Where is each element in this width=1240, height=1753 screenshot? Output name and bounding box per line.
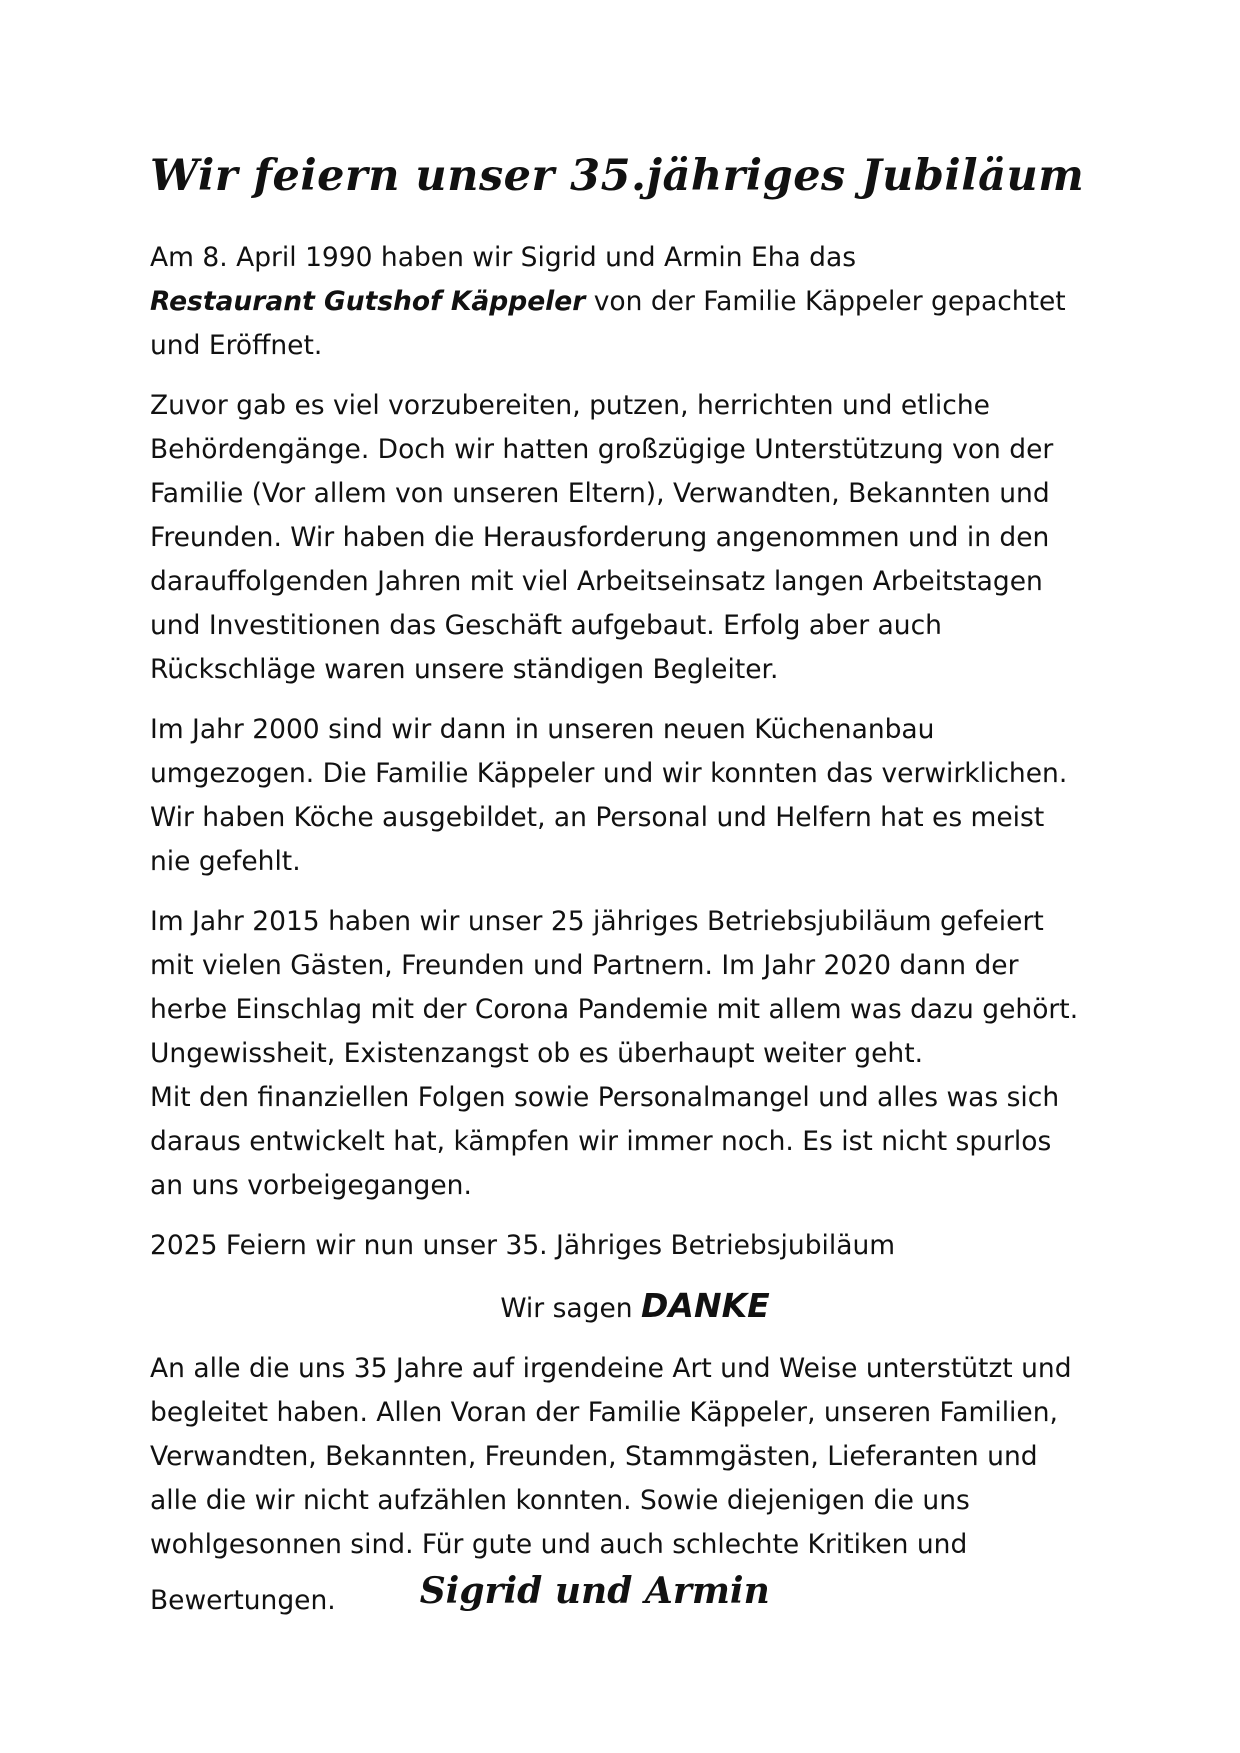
text-line: und Investitionen das Geschäft aufgebaut. Erfolg aber auch xyxy=(150,610,942,641)
thanks-line xyxy=(160,1284,1110,1331)
text-line: Mit den finanziellen Folgen sowie Personalmangel und alles was sich xyxy=(150,1082,1060,1113)
thanks-prefix: Wir sagen xyxy=(500,1293,642,1324)
text-line: Behördengänge. Doch wir hatten großzügige Unterstützung von der xyxy=(150,434,1054,465)
text-line: alle die wir nicht aufzählen konnten. Sowie diejenigen die uns xyxy=(150,1485,970,1516)
paragraph-preparation xyxy=(150,384,1110,692)
paragraph-opening xyxy=(150,236,1110,368)
text-line: darauffolgenden Jahren mit viel Arbeitseinsatz langen Arbeitstagen xyxy=(150,566,1043,597)
restaurant-name: Restaurant Gutshof Käppeler xyxy=(150,286,586,317)
paragraph-year-2025 xyxy=(150,1224,1110,1268)
text-line: umgezogen. Die Familie Käppeler und wir konnten das verwirklichen. xyxy=(150,758,1068,789)
text-line: nie gefehlt. xyxy=(150,846,301,877)
text-line-closing xyxy=(150,1570,1110,1623)
text-line: Am 8. April 1990 haben wir Sigrid und Armin Eha das xyxy=(150,242,857,273)
text-line: herbe Einschlag mit der Corona Pandemie mit allem was dazu gehört. xyxy=(150,994,1079,1025)
text-line: 2025 Feiern wir nun unser 35. Jähriges Betriebsjubiläum xyxy=(150,1230,896,1261)
text-line: Verwandten, Bekannten, Freunden, Stammgästen, Lieferanten und xyxy=(150,1441,1038,1472)
closing-word: Bewertungen. xyxy=(150,1585,336,1616)
thanks-heading xyxy=(150,1284,1110,1331)
text-line: An alle die uns 35 Jahre auf irgendeine Art und Weise unterstützt und xyxy=(150,1353,1072,1384)
text-line: mit vielen Gästen, Freunden und Partnern. Im Jahr 2020 dann der xyxy=(150,950,1019,981)
text-line: Ungewissheit, Existenzangst ob es überhaupt weiter geht. xyxy=(150,1038,924,1069)
text-line: Zuvor gab es viel vorzubereiten, putzen, herrichten und etliche xyxy=(150,390,990,421)
text-fragment: von der Familie Käppeler gepachtet xyxy=(585,286,1066,317)
document-title: Wir feiern unser 35.jähriges Jubiläum xyxy=(150,151,1085,201)
text-line: daraus entwickelt hat, kämpfen wir immer noch. Es ist nicht spurlos xyxy=(150,1126,1052,1157)
document-body xyxy=(150,236,1110,1639)
text-line: an uns vorbeigegangen. xyxy=(150,1170,472,1201)
paragraph-year-2000 xyxy=(150,708,1110,884)
text-line: Im Jahr 2000 sind wir dann in unseren neuen Küchenanbau xyxy=(150,714,935,745)
text-line: Wir haben Köche ausgebildet, an Personal und Helfern hat es meist xyxy=(150,802,1045,833)
text-line: und Eröffnet. xyxy=(150,330,323,361)
paragraph-year-2015 xyxy=(150,900,1110,1208)
paragraph-thanks xyxy=(150,1347,1110,1623)
text-line: Im Jahr 2015 haben wir unser 25 jähriges Betriebsjubiläum gefeiert xyxy=(150,906,1044,937)
thanks-word: DANKE xyxy=(641,1286,770,1325)
text-line: Freunden. Wir haben die Herausforderung angenommen und in den xyxy=(150,522,1050,553)
signature: Sigrid und Armin xyxy=(419,1570,770,1612)
text-line: Rückschläge waren unsere ständigen Begleiter. xyxy=(150,654,779,685)
text-line: Familie (Vor allem von unseren Eltern), Verwandten, Bekannten und xyxy=(150,478,1050,509)
text-line: wohlgesonnen sind. Für gute und auch schlechte Kritiken und xyxy=(150,1529,968,1560)
text-line xyxy=(150,280,1110,324)
text-line: begleitet haben. Allen Voran der Familie Käppeler, unseren Familien, xyxy=(150,1397,1058,1428)
